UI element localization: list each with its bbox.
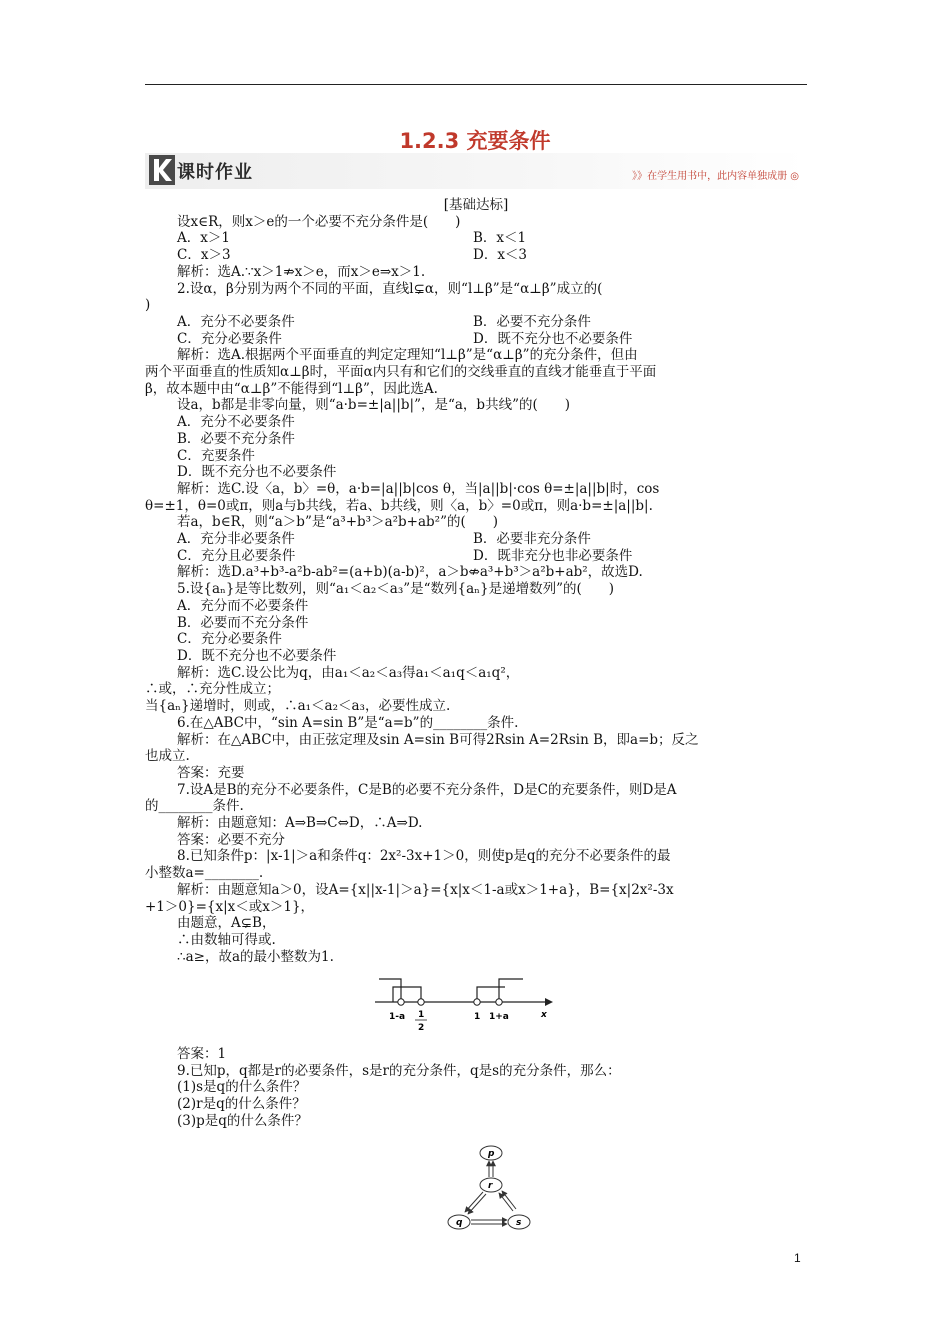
- text-line: 解析：选A.∵x＞1⇏x＞e，而x＞e⇒x＞1.: [177, 263, 426, 280]
- text-line: 若a，b∈R，则“a＞b”是“a³+b³＞a²b+ab²”的( ): [177, 514, 499, 531]
- option-text: C．充分且必要条件: [177, 547, 296, 564]
- option-text: A．充分不必要条件: [177, 313, 295, 330]
- option-text: B．必要非充分条件: [473, 531, 591, 548]
- option-row: [145, 314, 807, 331]
- text-line: 7.设A是B的充分不必要条件，C是B的必要不充分条件，D是C的充要条件，则D是A: [177, 781, 677, 798]
- text-line: 解析：选A.根据两个平面垂直的判定定理知“l⊥β”是“α⊥β”的充分条件，但由: [177, 347, 638, 364]
- option-text: C．充分必要条件: [177, 330, 282, 347]
- banner-label: 课时作业: [177, 162, 253, 183]
- page-number: 1: [794, 1251, 801, 1265]
- option-text: A．x＞1: [177, 230, 230, 247]
- node-label: r: [488, 1180, 493, 1191]
- condition-graph-figure: [437, 1144, 807, 1241]
- text-line: D．既不充分也不必要条件: [177, 647, 337, 664]
- text-line: +1＞0}={x|x＜或x＞1}，: [145, 898, 315, 915]
- option-text: D．既不充分也不必要条件: [473, 330, 633, 347]
- banner-note: 》》在学生用书中，此内容单独成册 ◎: [632, 171, 799, 182]
- text-line: ∴或，∴充分性成立；: [145, 681, 280, 698]
- text-line: 解析：由题意知：A⇒B⇒C⇔D，∴A⇒D.: [177, 815, 423, 832]
- option-text: B．x＜1: [473, 230, 527, 247]
- condition-graph-svg: [437, 1144, 547, 1236]
- option-text: B．必要不充分条件: [473, 313, 591, 330]
- number-line-svg: [375, 969, 555, 1035]
- option-row: [145, 331, 807, 348]
- node-label: p: [488, 1148, 495, 1159]
- text-line: C．充要条件: [177, 447, 255, 464]
- text-line: θ=±1，θ=0或π，则a与b共线，若a、b共线，则〈a，b〉=0或π，则a·b=±|a||b|.: [145, 497, 653, 514]
- text-line: B．必要而不充分条件: [177, 614, 309, 631]
- text-line: 答案：1: [177, 1046, 227, 1063]
- node-label: s: [516, 1217, 522, 1228]
- text-line: [基础达标]: [443, 197, 509, 213]
- text-line: (3)p是q的什么条件？: [177, 1112, 308, 1129]
- text-line: 两个平面垂直的性质知α⊥β时，平面α内只有和它们的交线垂直的直线才能垂直于平面: [145, 364, 657, 381]
- text-line: 5.设{aₙ}是等比数列，则“a₁＜a₂＜a₃”是“数列{aₙ}是递增数列”的( ): [177, 581, 615, 598]
- axis-label: x: [541, 1010, 547, 1021]
- text-line: 解析：在△ABC中，由正弦定理及sin A=sin B可得2Rsin A=2Rsin B，即a=b；反之: [177, 731, 699, 748]
- tick-label: 1-a: [389, 1012, 406, 1023]
- text-line: A．充分而不必要条件: [177, 597, 309, 614]
- text-line: 答案：充要: [177, 764, 245, 781]
- text-line: (1)s是q的什么条件？: [177, 1079, 307, 1096]
- section-banner: [145, 153, 807, 189]
- text-line: ∴由数轴可得或.: [177, 931, 276, 948]
- text-line: 小整数a=________.: [145, 865, 264, 882]
- document-body: [145, 197, 807, 1240]
- tick-label: 1: [418, 1010, 425, 1021]
- text-line: C．充分必要条件: [177, 631, 282, 648]
- option-text: D．x＜3: [473, 247, 528, 264]
- option-row: [145, 230, 807, 247]
- option-text: D．既非充分也非必要条件: [473, 547, 633, 564]
- text-line: 当{aₙ}递增时，则或，∴a₁＜a₂＜a₃，必要性成立.: [145, 698, 451, 715]
- text-line: 的________条件.: [145, 798, 244, 815]
- text-line: D．既不充分也不必要条件: [177, 464, 337, 481]
- tick-label: 2: [418, 1023, 425, 1034]
- page-title: 1.2.3 充要条件: [399, 129, 551, 153]
- tick-label: 1: [474, 1012, 481, 1023]
- text-line: B．必要不充分条件: [177, 430, 295, 447]
- text-line: 解析：选C.设公比为q，由a₁＜a₂＜a₃得a₁＜a₁q＜a₁q²，: [177, 664, 520, 681]
- text-line: 8.已知条件p：|x-1|＞a和条件q：2x²-3x+1＞0，则使p是q的充分不必要条件的最: [177, 848, 671, 865]
- text-line: ): [145, 297, 151, 314]
- option-text: A．充分非必要条件: [177, 531, 295, 548]
- text-line: 解析：选D.a³+b³-a²b-ab²=(a+b)(a-b)²，a＞b⇎a³+b³＞a²b+ab²，故选D.: [177, 564, 643, 581]
- text-line: 6.在△ABC中，“sin A=sin B”是“a=b”的________条件.: [177, 714, 519, 731]
- option-row: [145, 247, 807, 264]
- k-logo-icon: [149, 155, 175, 185]
- text-line: 解析：选C.设〈a，b〉=θ，a·b=|a||b|cos θ，当|a||b|·cos θ=±|a||b|时，cos: [177, 480, 660, 497]
- text-line: A．充分不必要条件: [177, 414, 295, 431]
- text-line: 设a，b都是非零向量，则“a·b=±|a||b|”，是“a，b共线”的( ): [177, 397, 571, 414]
- text-line: 也成立.: [145, 748, 190, 765]
- text-line: ∴a≥，故a的最小整数为1.: [177, 948, 334, 965]
- text-line: 设x∈R，则x＞e的一个必要不充分条件是( ): [177, 213, 461, 230]
- text-line: 答案：必要不充分: [177, 831, 285, 848]
- option-text: C．x＞3: [177, 247, 231, 264]
- text-line: β，故本题中由“α⊥β”不能得到“l⊥β”，因此选A.: [145, 380, 438, 397]
- top-rule: [145, 84, 807, 85]
- text-line: (2)r是q的什么条件？: [177, 1096, 306, 1113]
- text-line: 2.设α，β分别为两个不同的平面，直线l⊊α，则“l⊥β”是“α⊥β”成立的(: [177, 280, 603, 297]
- text-line: 9.已知p，q都是r的必要条件，s是r的充分条件，q是s的充分条件，那么：: [177, 1062, 621, 1079]
- text-line: 由题意，A⊊B，: [177, 915, 276, 932]
- node-label: q: [456, 1217, 463, 1228]
- number-line-figure: [375, 969, 807, 1040]
- tick-label: 1+a: [489, 1012, 509, 1023]
- text-line: 解析：由题意知a＞0，设A={x||x-1|＞a}={x|x＜1-a或x＞1+a}，B={x|2x²-3x: [177, 881, 674, 898]
- option-row: [145, 548, 807, 565]
- option-row: [145, 531, 807, 548]
